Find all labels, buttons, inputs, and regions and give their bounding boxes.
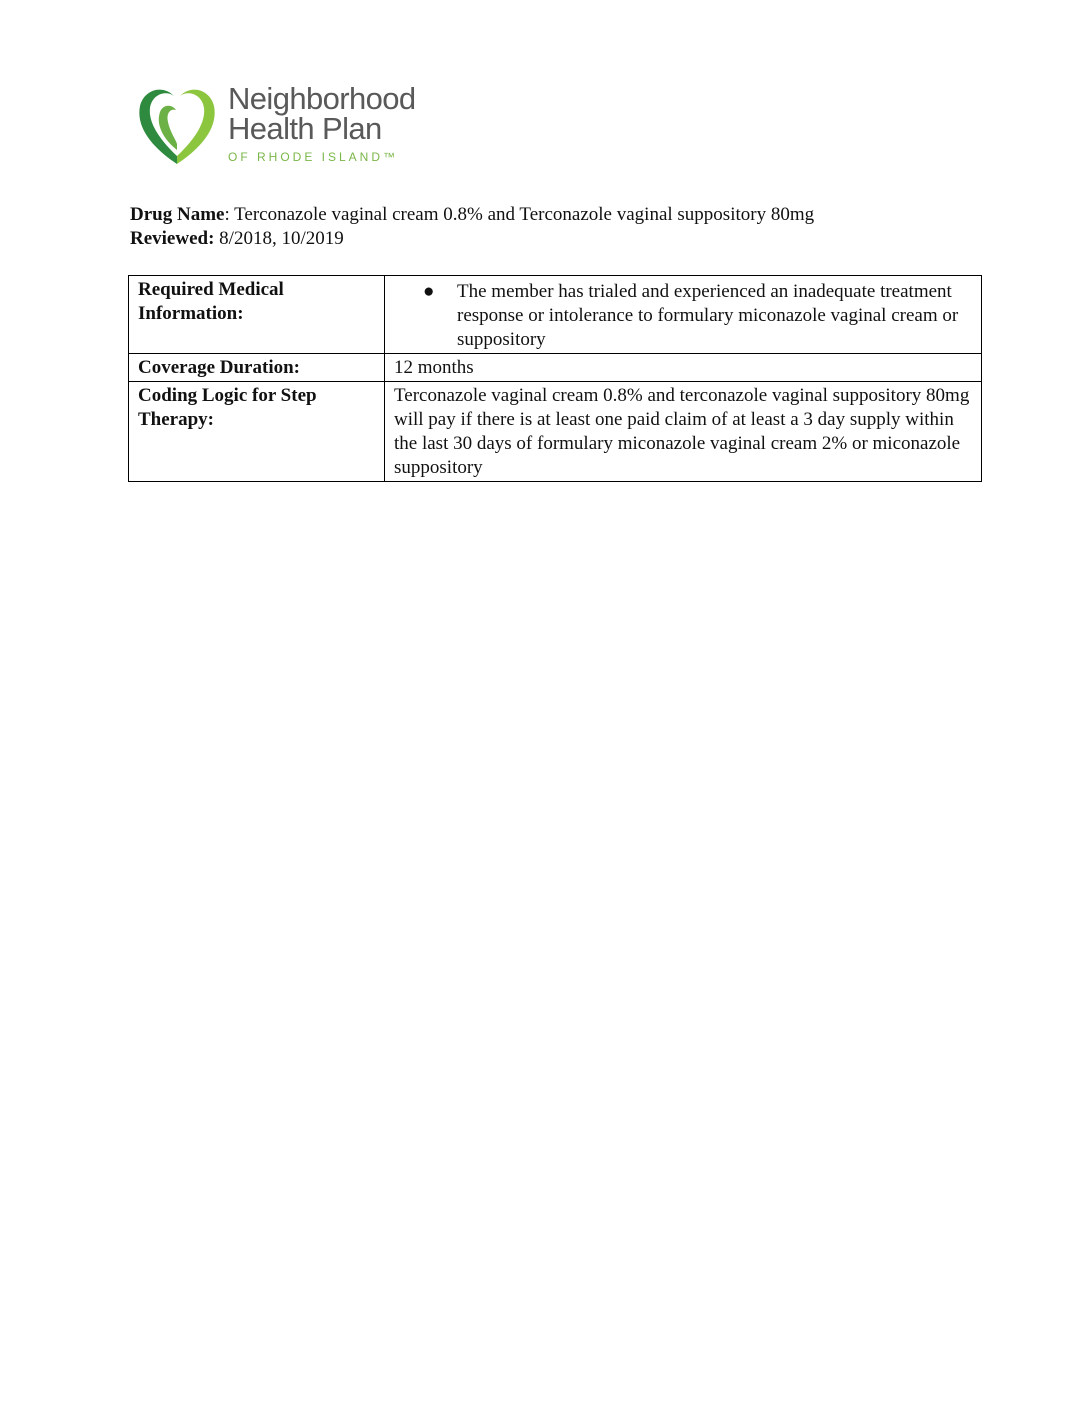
list-item xyxy=(423,280,971,352)
logo-line-1: Neighborhood xyxy=(228,81,416,116)
bullet-list xyxy=(394,280,971,352)
table-row xyxy=(129,382,982,482)
list-item-text: The member has trialed and experienced an inadequate treatment response or intolerance to formulary miconazole vaginal cream or suppository xyxy=(457,281,959,350)
heart-leaf-logo-icon xyxy=(132,80,222,170)
bullet-icon: ● xyxy=(423,281,435,302)
drug-name-value: : Terconazole vaginal cream 0.8% and Terconazole vaginal suppository 80mg xyxy=(224,204,815,225)
reviewed-value: 8/2018, 10/2019 xyxy=(214,228,344,249)
drug-name-label: Drug Name xyxy=(130,204,225,225)
required-medical-info-value xyxy=(385,276,982,354)
coding-logic-value: Terconazole vaginal cream 0.8% and terconazole vaginal suppository 80mg will pay if there is at least one paid claim of at least a 3 day supply within the last 30 days of formulary miconazole vaginal cream 2% or miconazole suppository xyxy=(385,382,982,482)
reviewed-label: Reviewed: xyxy=(130,228,215,249)
table-row xyxy=(129,276,982,354)
logo-line-3: OF RHODE ISLAND™ xyxy=(228,150,399,164)
company-logo xyxy=(132,80,432,170)
drug-name-line xyxy=(130,203,814,227)
policy-table xyxy=(128,275,982,482)
required-medical-info-label: Required Medical Information: xyxy=(129,276,385,354)
logo-line-2: Health Plan xyxy=(228,111,382,146)
document-header xyxy=(130,203,814,251)
table-row xyxy=(129,354,982,382)
coverage-duration-label: Coverage Duration: xyxy=(129,354,385,382)
reviewed-line xyxy=(130,227,814,251)
logo-wordmark xyxy=(228,81,416,164)
coverage-duration-value: 12 months xyxy=(385,354,982,382)
coding-logic-label: Coding Logic for Step Therapy: xyxy=(129,382,385,482)
